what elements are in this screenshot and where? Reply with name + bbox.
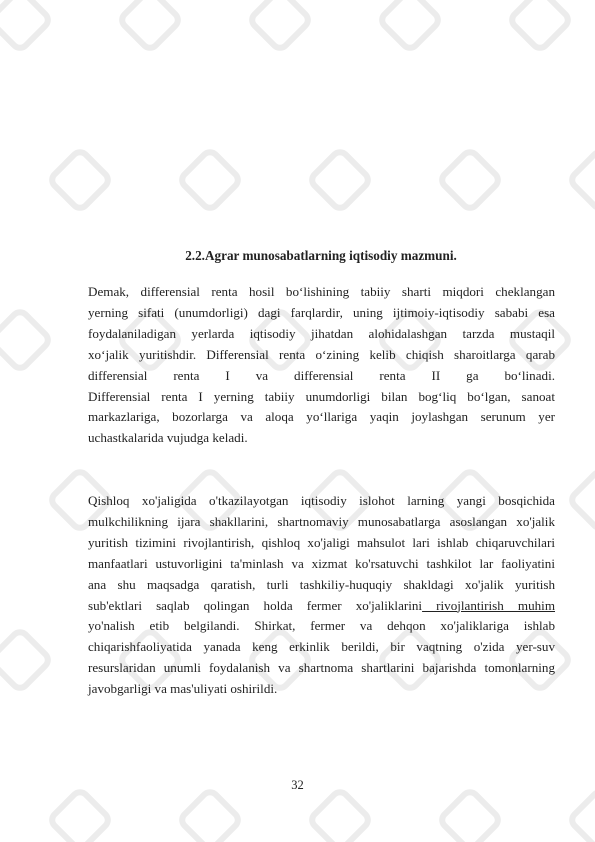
watermark-tile xyxy=(309,149,371,211)
paragraph-2 xyxy=(88,491,555,700)
paragraph-line: mulkchilikning ijara shakllarini, shartnomaviy munosabatlarga asoslangan xo'jalik xyxy=(88,513,555,529)
paragraph-line: yuritish tizimini rivojlantirish, qishloq xo'jaligi mahsulot lari ishlab chiqaruvchilari xyxy=(88,534,555,550)
watermark-tile xyxy=(0,629,51,691)
watermark-tile xyxy=(49,789,111,842)
page-number: 32 xyxy=(291,778,304,792)
paragraph-line: xo‘jalik yuritishdir. Differensial renta o‘zining kelib chiqish sharoitlarga qarab xyxy=(88,346,555,362)
watermark-tile xyxy=(569,149,595,211)
paragraph-line: javobgarligi va mas'uliyati oshirildi. xyxy=(88,681,278,697)
watermark-tile xyxy=(249,0,311,51)
paragraph-line: chiqarishfaoliyatida yanada keng erkinlik berildi, bir vaqtning o'zida yer-suv xyxy=(88,639,555,655)
paragraph-line: resurslaridan unumli foydalanish va shartnoma shartlarini bajarishda tomonlarning xyxy=(88,660,555,676)
watermark-tile xyxy=(119,0,181,51)
paragraph-line-with-underline xyxy=(88,596,555,617)
paragraph-line: Qishloq xo'jaligida o'tkazilayotgan iqtisodiy islohot larning yangi bosqichida xyxy=(88,493,555,508)
watermark-tile xyxy=(179,789,241,842)
paragraph-text: sub'ektlari saqlab qolingan holda fermer xo'jaliklarini xyxy=(88,597,423,613)
paragraph-1 xyxy=(88,282,555,449)
watermark-tile xyxy=(439,789,501,842)
watermark-tile xyxy=(569,789,595,842)
watermark-tile xyxy=(0,309,51,371)
paragraph-line: Differensial renta I yerning tabiiy unumdorligi bilan bog‘liq bo‘lgan, sanoat xyxy=(88,388,555,404)
paragraph-line: markazlariga, bozorlarga va aloqa yo‘llariga yaqin joylashgan serunum yer xyxy=(88,409,555,425)
watermark-tile xyxy=(379,0,441,51)
watermark-tile xyxy=(179,149,241,211)
paragraph-line: foydalaniladigan yerlarda iqtisodiy jihatdan alohidalashgan tarzda mustaqil xyxy=(88,325,555,341)
watermark-tile xyxy=(49,149,111,211)
underlined-phrase: rivojlantirish muhim xyxy=(422,597,556,613)
watermark-tile xyxy=(0,0,51,51)
paragraph-line: Demak, differensial renta hosil bo‘lishining tabiiy sharti miqdori cheklangan xyxy=(88,284,555,299)
paragraph-line: yerning sifati (unumdorligi) dagi farqlardir, uning ijtimoiy-iqtisodiy sababi esa xyxy=(88,304,555,320)
section-heading: 2.2.Agrar munosabatlarning iqtisodiy mazmuni. xyxy=(185,248,457,263)
watermark-tile xyxy=(439,149,501,211)
paragraph-line: manfaatlari ustuvorligini ta'minlash va xizmat ko'rsatuvchi tashkilot lar faoliyatini xyxy=(88,555,555,571)
paragraph-line: ana shu maqsadga qaratish, turli tashkiliy-huquqiy shakldagi xo'jalik yuritish xyxy=(88,576,555,592)
watermark-tile xyxy=(509,0,571,51)
watermark-tile xyxy=(309,789,371,842)
paragraph-line: uchastkalarida vujudga keladi. xyxy=(88,430,248,446)
paragraph-line: differensial renta I va differensial renta II ga bo‘linadi. xyxy=(88,367,555,383)
watermark-tile xyxy=(569,469,595,531)
paragraph-line: yo'nalish etib belgilandi. Shirkat, fermer va dehqon xo'jaliklariga ishlab xyxy=(88,618,555,634)
